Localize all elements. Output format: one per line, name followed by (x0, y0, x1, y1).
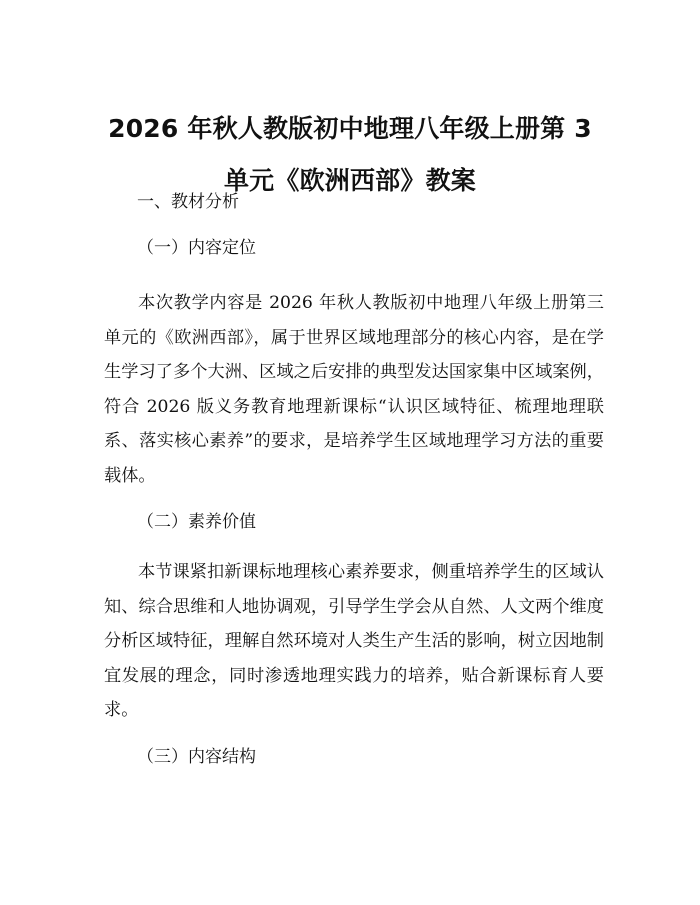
subsection-heading-content-structure: （三）内容结构 (137, 747, 256, 767)
subsection-heading-content-positioning: （一）内容定位 (137, 238, 256, 258)
content-positioning-paragraph: 本次教学内容是 2026 年秋人教版初中地理八年级上册第三单元的《欧洲西部》，属于世界区域地理部分的核心内容，是在学生学习了多个大洲、区域之后安排的典型发达国家集中区域案例，符合 2026 版义务教育地理新课标“认识区域特征、梳理地理联系、落实核心素养”的要求，是培养学生区域地理学习方法的重要载体。 (104, 293, 604, 486)
subsection-heading-literacy-value: （二）素养价值 (137, 512, 256, 532)
literacy-value-paragraph: 本节课紧扣新课标地理核心素养要求，侧重培养学生的区域认知、综合思维和人地协调观，引导学生学会从自然、人文两个维度分析区域特征，理解自然环境对人类生产生活的影响，树立因地制宜发展的理念，同时渗透地理实践力的培养，贴合新课标育人要求。 (104, 562, 604, 720)
document-title: 2026 年秋人教版初中地理八年级上册第 3 单元《欧洲西部》教案 (108, 113, 592, 195)
section-heading-textbook-analysis: 一、教材分析 (137, 192, 239, 212)
